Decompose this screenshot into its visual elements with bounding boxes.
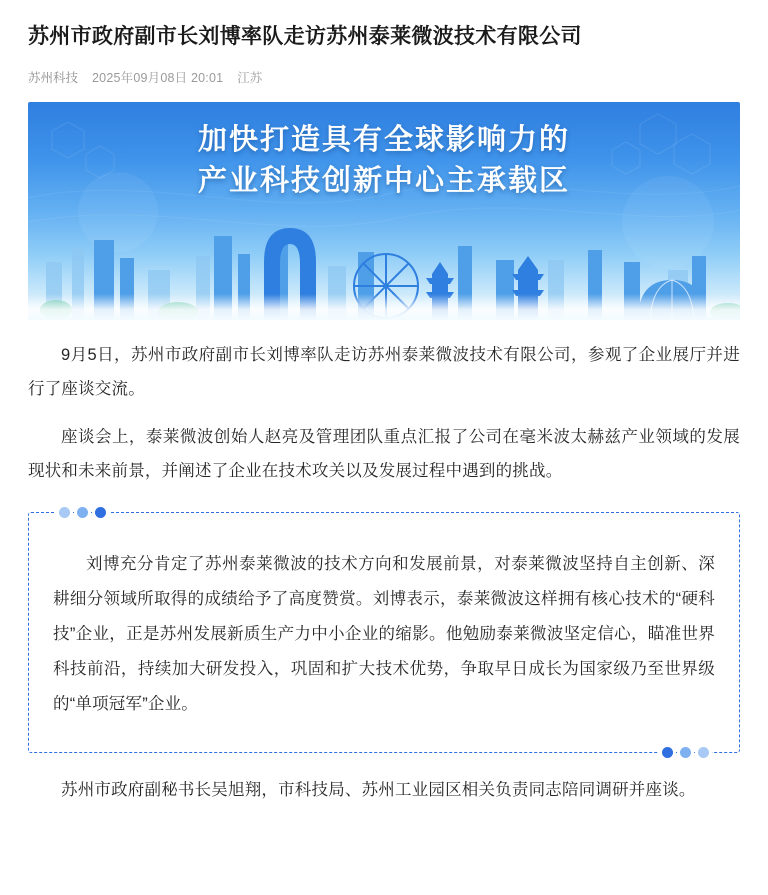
banner-heading-line2: 产业科技创新中心主承载区: [197, 165, 570, 197]
meta-region: 江苏: [237, 71, 263, 85]
meta-datetime: 2025年09月08日 20:01: [92, 71, 224, 85]
dot-icon: [59, 507, 70, 518]
paragraph: 9月5日，苏州市政府副市长刘博率队走访苏州泰莱微波技术有限公司，参观了企业展厅并进行了座谈交流。: [28, 346, 740, 398]
highlight-quote-block: [28, 512, 740, 753]
article-meta: [28, 68, 740, 86]
banner-heading: [28, 120, 740, 202]
dot-icon: [662, 747, 673, 758]
banner-image: [28, 102, 740, 320]
meta-source[interactable]: 苏州科技: [28, 71, 79, 85]
article-body: [28, 338, 740, 807]
dot-icon: [680, 747, 691, 758]
banner-ground-fade: [28, 294, 740, 320]
banner-heading-line1: 加快打造具有全球影响力的: [197, 124, 570, 156]
dot-icon: [698, 747, 709, 758]
dot-icon: [95, 507, 106, 518]
decorative-dots-top-left: [59, 507, 106, 518]
quote-text: 刘博充分肯定了苏州泰莱微波的技术方向和发展前景，对泰莱微波坚持自主创新、深耕细分领域所取得的成绩给予了高度赞赏。刘博表示，泰莱微波这样拥有核心技术的“硬科技”企业，正是苏州发展新质生产力中小企业的缩影。他勉励泰莱微波坚定信心，瞄准世界科技前沿，持续加大研发投入，巩固和扩大技术优势，争取早日成长为国家级乃至世界级的“单项冠军”企业。: [53, 555, 715, 713]
dot-icon: [77, 507, 88, 518]
paragraph: 座谈会上，泰莱微波创始人赵亮及管理团队重点汇报了公司在毫米波太赫兹产业领域的发展现状和未来前景，并阐述了企业在技术攻关以及发展过程中遇到的挑战。: [28, 428, 740, 480]
paragraph: 苏州市政府副秘书长吴旭翔，市科技局、苏州工业园区相关负责同志陪同调研并座谈。: [61, 781, 696, 799]
page-title: 苏州市政府副市长刘博率队走访苏州泰莱微波技术有限公司: [28, 25, 582, 48]
decorative-dots-bottom-right: [662, 747, 709, 758]
